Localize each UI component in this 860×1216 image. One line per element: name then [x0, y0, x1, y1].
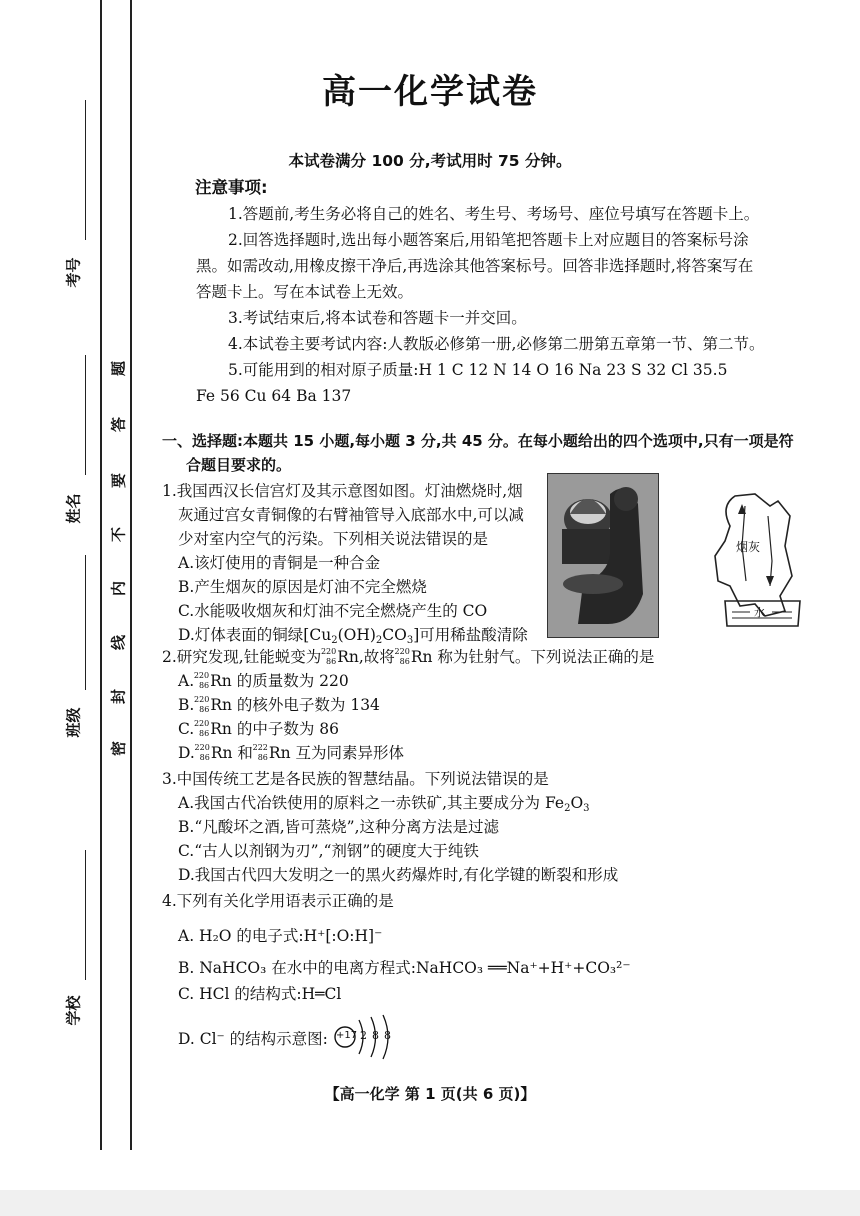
q1-option-a: A.该灯使用的青铜是一种合金	[178, 554, 381, 572]
q1-stem: 少对室内空气的污染。下列相关说法错误的是	[178, 530, 489, 548]
notice-item: 答题卡上。写在本试卷上无效。	[196, 283, 414, 301]
iso-mass: 220	[194, 695, 210, 704]
q4-option-c: C. HCl 的结构式:H═Cl	[178, 985, 342, 1003]
diagram-label-water: 水	[754, 606, 765, 619]
school-blank	[85, 850, 86, 980]
iso-mass: 220	[193, 719, 210, 728]
q1-option-d: D.灯体表面的铜绿$[Cu_2(OH)_2CO_3]$可用稀盐酸清除	[178, 626, 528, 646]
cl-shell-1: 2	[360, 1029, 367, 1042]
seal-char: 内	[109, 581, 128, 597]
notice-heading: 注意事项:	[195, 178, 268, 197]
name-label: 姓名	[64, 493, 83, 524]
name-blank	[85, 355, 86, 475]
q2-d-mid: Rn 和	[210, 744, 253, 762]
seal-char: 封	[109, 689, 128, 705]
cl-shell-2: 8	[372, 1029, 379, 1042]
q2-option-c: C. 220 86 Rn 的中子数为 86	[178, 719, 339, 738]
cl-shell-3: 8	[384, 1029, 391, 1042]
q3-option-c: C.“古人以剂钢为刃”,“剂钢”的硬度大于纯铁	[178, 842, 479, 860]
q2-a-text: Rn 的质量数为 220	[210, 672, 349, 690]
q3-option-a: A.我国古代冶铁使用的原料之一赤铁矿,其主要成分为 $Fe_2O_3$	[178, 794, 590, 814]
notice-item: 3.考试结束后,将本试卷和答题卡一并交回。	[228, 309, 527, 327]
iso-mass: 220	[193, 671, 210, 680]
notice-item: 4.本试卷主要考试内容:人教版必修第一册,必修第二册第五章第一节、第二节。	[228, 335, 765, 353]
iso-z: 86	[257, 753, 268, 762]
binding-line-inner	[130, 0, 132, 1150]
q2-b-text: Rn 的核外电子数为 134	[210, 696, 380, 714]
bottom-bar	[0, 1190, 860, 1216]
q1-option-d-post: 可用稀盐酸清除	[419, 626, 528, 644]
iso-mass: 220	[194, 743, 210, 752]
q2-option-d: D. 220 86 Rn 和 222 86 Rn 互为同素异形体	[178, 743, 404, 762]
class-label: 班级	[64, 707, 83, 738]
seal-char: 题	[109, 361, 128, 377]
iso-z: 86	[199, 729, 210, 738]
notice-item: 5.可能用到的相对原子质量:H 1 C 12 N 14 O 16 Na 23 S 32 Cl 35.5	[228, 361, 728, 379]
section-heading-cont: 合题目要求的。	[186, 456, 292, 474]
q2-stem-c: Rn 称为钍射气。下列说法正确的是	[410, 648, 655, 666]
diagram-label-smoke: 烟灰	[736, 540, 761, 554]
section-heading: 一、选择题:本题共 15 小题,每小题 3 分,共 45 分。在每小题给出的四个选项中,只有一项是符	[162, 432, 794, 450]
q1-option-b: B.产生烟灰的原因是灯油不完全燃烧	[178, 578, 427, 596]
q1-option-d-pre: D.灯体表面的铜绿[Cu	[178, 626, 332, 644]
q1-stem: 1.我国西汉长信宫灯及其示意图如图。灯油燃烧时,烟	[162, 482, 523, 500]
seal-char: 密	[109, 741, 128, 757]
seal-char: 答	[109, 417, 128, 433]
page-footer: 【高一化学 第 1 页(共 6 页)】	[324, 1085, 536, 1103]
seal-char: 线	[109, 635, 128, 651]
iso-z: 86	[199, 753, 210, 762]
iso-z: 86	[198, 681, 210, 690]
notice-item: Fe 56 Cu 64 Ba 137	[196, 387, 352, 405]
iso-mass: 220	[394, 647, 410, 656]
notice-item: 1.答题前,考生务必将自己的姓名、考生号、考场号、座位号填写在答题卡上。	[228, 205, 760, 223]
lamp-diagram	[700, 486, 810, 636]
q4-stem: 4.下列有关化学用语表示正确的是	[162, 892, 394, 910]
q2-option-a: A. 220 86 Rn 的质量数为 220	[178, 671, 349, 690]
q2-d-end: Rn 互为同素异形体	[268, 744, 404, 762]
school-label: 学校	[64, 995, 83, 1026]
iso-mass: 222	[252, 743, 268, 752]
q4-option-d: D. Cl⁻ 的结构示意图:	[178, 1030, 328, 1048]
q2-stem	[162, 646, 654, 668]
seal-char: 不	[109, 527, 128, 543]
notice-item: 黑。如需改动,用橡皮擦干净后,再选涂其他答案标号。回答非选择题时,将答案写在	[196, 257, 754, 275]
iso-mass: 220	[320, 647, 337, 656]
q1-option-c: C.水能吸收烟灰和灯油不完全燃烧产生的 CO	[178, 602, 488, 620]
exam-no-label: 考号	[64, 257, 83, 288]
q3-option-b: B.“凡酸坏之酒,皆可蒸烧”,这种分离方法是过滤	[178, 818, 500, 836]
q2-stem-a: 2.研究发现,钍能蜕变为	[162, 648, 322, 666]
q3-option-d: D.我国古代四大发明之一的黑火药爆炸时,有化学键的断裂和形成	[178, 866, 619, 884]
class-blank	[85, 555, 86, 690]
page-title: 高一化学试卷	[322, 72, 538, 112]
exam-intro: 本试卷满分 100 分,考试用时 75 分钟。	[288, 152, 572, 170]
notice-item: 2.回答选择题时,选出每小题答案后,用铅笔把答题卡上对应题目的答案标号涂	[228, 231, 749, 249]
q2-c-text: Rn 的中子数为 86	[210, 720, 339, 738]
iso-z: 86	[326, 657, 337, 666]
q3-a-text: A.我国古代冶铁使用的原料之一赤铁矿,其主要成分为 Fe	[178, 794, 565, 812]
cl-ion-structure	[333, 1012, 403, 1062]
q2-stem-b: Rn,故将	[337, 648, 395, 666]
q4-option-b: B. NaHCO₃ 在水中的电离方程式:NaHCO₃ ══Na⁺+H⁺+CO₃²⁻	[178, 959, 631, 977]
q1-stem: 灰通过宫女青铜像的右臂袖管导入底部水中,可以减	[178, 506, 524, 524]
q4-option-a: A. H₂O 的电子式:H⁺[:O:H]⁻	[178, 927, 383, 945]
iso-z: 86	[399, 657, 410, 666]
seal-char: 要	[109, 473, 128, 489]
iso-z: 86	[199, 705, 210, 714]
q3-stem: 3.中国传统工艺是各民族的智慧结晶。下列说法错误的是	[162, 770, 549, 788]
binding-line-outer	[100, 0, 102, 1150]
cl-nucleus-charge: +17	[336, 1030, 358, 1041]
lamp-photo	[547, 473, 659, 638]
q2-option-b: B. 220 86 Rn 的核外电子数为 134	[178, 695, 380, 714]
